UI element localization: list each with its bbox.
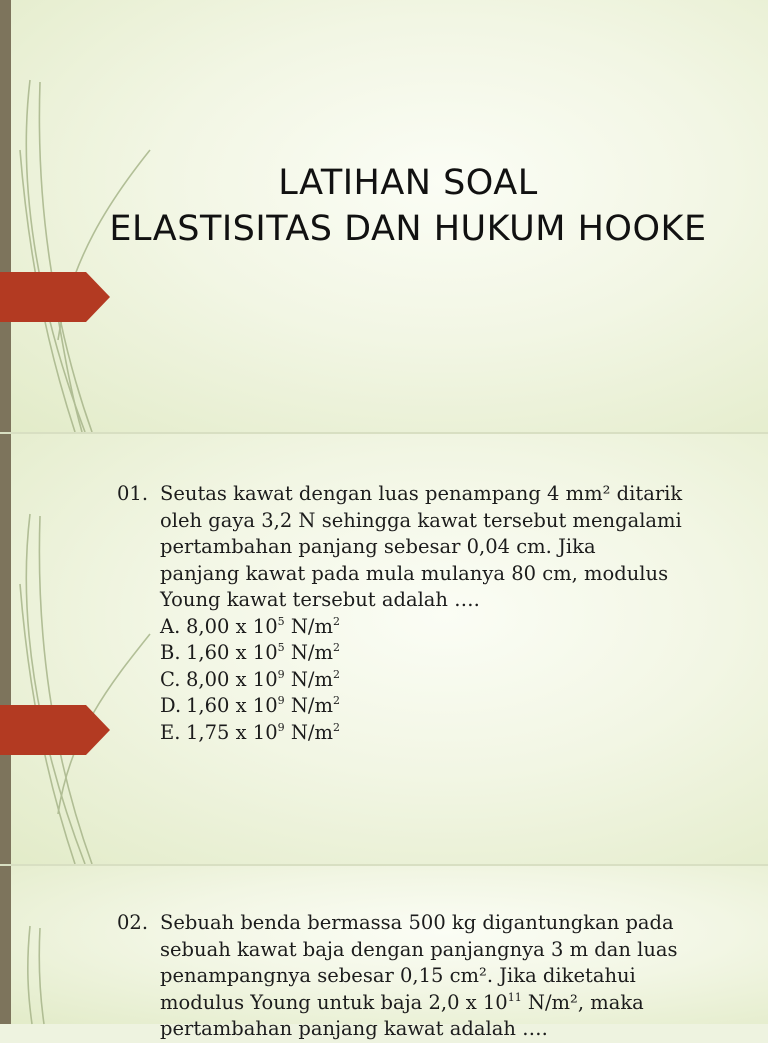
option-exponent: 9: [277, 720, 285, 734]
option-mantissa: 8,00 x 10: [186, 667, 278, 691]
option-c: [160, 667, 757, 694]
title-line-1: LATIHAN SOAL: [278, 163, 538, 203]
option-e: [160, 720, 757, 747]
option-unit-exponent: 2: [332, 720, 340, 734]
option-letter: E.: [160, 720, 181, 744]
option-unit: N/m: [284, 720, 333, 744]
option-letter: B.: [160, 641, 181, 664]
option-mantissa: 1,60 x 10: [186, 694, 278, 717]
option-unit: N/m: [284, 641, 333, 664]
question-text-part: modulus Young untuk baja 2,0 x 10: [160, 990, 508, 1014]
option-unit: N/m: [284, 667, 333, 691]
question-line: Seutas kawat dengan luas penampang 4 mm² ditarik: [160, 482, 683, 505]
question-line: pertambahan panjang sebesar 0,04 cm. Jika: [160, 535, 596, 558]
option-mantissa: 1,60 x 10: [186, 641, 278, 664]
option-exponent: 5: [277, 641, 285, 654]
option-b: [160, 640, 757, 667]
title-line-2: ELASTISITAS DAN HUKUM HOOKE: [109, 209, 707, 249]
option-exponent: 5: [277, 614, 285, 628]
option-a: [160, 614, 757, 641]
question-text: [160, 910, 757, 1043]
option-mantissa: 8,00 x 10: [186, 614, 278, 638]
title-slide: [0, 0, 768, 432]
question-line: Young kawat tersebut adalah ….: [160, 588, 480, 611]
question-number: 02.: [117, 911, 149, 934]
question-02: [117, 910, 757, 1043]
question-line: oleh gaya 3,2 N sehingga kawat tersebut mengalami: [160, 508, 682, 532]
option-exponent: 9: [277, 694, 285, 707]
question-line: sebuah kawat baja dengan panjangnya 3 m dan luas: [160, 937, 678, 961]
option-mantissa: 1,75 x 10: [186, 720, 278, 744]
option-unit: N/m: [284, 694, 333, 717]
option-unit: N/m: [284, 614, 333, 638]
question-slide-2: [0, 866, 768, 1040]
question-line: [160, 990, 757, 1017]
answer-options: [160, 614, 757, 747]
exponent: 11: [507, 990, 522, 1004]
slide-title: [80, 160, 736, 252]
question-01: [117, 481, 757, 746]
question-text: [160, 481, 757, 614]
option-d: [160, 693, 757, 720]
option-unit-exponent: 2: [332, 614, 340, 628]
question-line: penampangnya sebesar 0,15 cm². Jika diketahui: [160, 964, 636, 987]
question-slide-1: [0, 434, 768, 864]
option-letter: C.: [160, 667, 181, 691]
option-exponent: 9: [277, 667, 285, 681]
option-unit-exponent: 2: [332, 667, 340, 681]
option-unit-exponent: 2: [332, 694, 340, 707]
question-line: pertambahan panjang kawat adalah ….: [160, 1017, 548, 1040]
question-line: panjang kawat pada mula mulanya 80 cm, modulus: [160, 561, 669, 585]
question-number: 01.: [117, 482, 149, 505]
option-letter: D.: [160, 694, 182, 717]
option-letter: A.: [160, 614, 181, 638]
option-unit-exponent: 2: [332, 641, 340, 654]
question-text-part: N/m², maka: [521, 990, 644, 1014]
question-line: Sebuah benda bermassa 500 kg digantungkan pada: [160, 911, 674, 934]
